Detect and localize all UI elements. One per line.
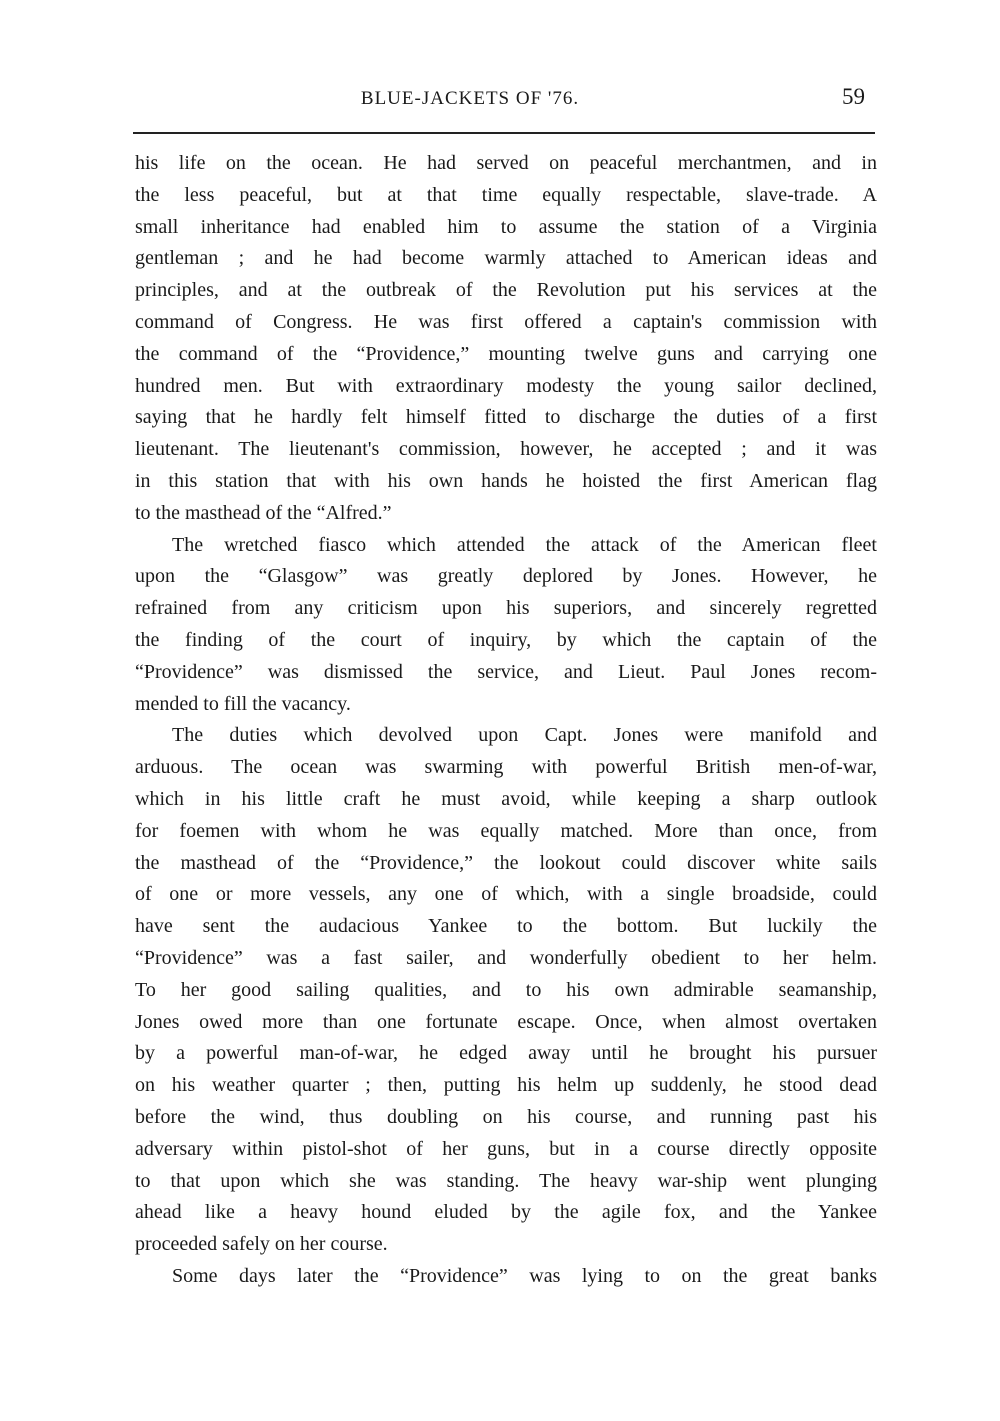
text-line: saying that he hardly felt himself fitted to discharge the duties of a first bbox=[135, 406, 877, 429]
text-line: to the masthead of the “Alfred.” bbox=[135, 501, 392, 524]
text-line: small inheritance had enabled him to assume the station of a Virginia bbox=[135, 215, 877, 238]
text-line: the command of the “Providence,” mounting twelve guns and carrying one bbox=[135, 342, 877, 365]
text-line: which in his little craft he must avoid, while keeping a sharp outlook bbox=[135, 787, 877, 810]
text-line: hundred men. But with extraordinary modesty the young sailor declined, bbox=[135, 374, 877, 397]
text-line: the less peaceful, but at that time equally respectable, slave-trade. A bbox=[135, 183, 877, 206]
header-rule bbox=[133, 132, 875, 134]
text-line: on his weather quarter ; then, putting his helm up suddenly, he stood dead bbox=[135, 1074, 877, 1097]
text-line: adversary within pistol-shot of her guns, but in a course directly opposite bbox=[135, 1137, 877, 1160]
text-line: Some days later the “Providence” was lying to on the great banks bbox=[172, 1264, 877, 1287]
text-line: in this station that with his own hands he hoisted the first American flag bbox=[135, 469, 877, 492]
body-text bbox=[135, 148, 877, 1293]
text-line: Jones owed more than one fortunate escape. Once, when almost overtaken bbox=[135, 1010, 877, 1033]
text-line: have sent the audacious Yankee to the bottom. But luckily the bbox=[135, 915, 877, 938]
text-line: the finding of the court of inquiry, by which the captain of the bbox=[135, 628, 877, 651]
text-line: “Providence” was dismissed the service, and Lieut. Paul Jones recom- bbox=[135, 660, 877, 683]
text-line: proceeded safely on her course. bbox=[135, 1233, 388, 1256]
text-line: for foemen with whom he was equally matched. More than once, from bbox=[135, 819, 877, 842]
text-line: refrained from any criticism upon his superiors, and sincerely regretted bbox=[135, 597, 877, 620]
text-line: of one or more vessels, any one of which, with a single broadside, could bbox=[135, 883, 877, 906]
text-line: to that upon which she was standing. The heavy war-ship went plunging bbox=[135, 1169, 877, 1192]
page-number: 59 bbox=[842, 84, 865, 109]
text-line: arduous. The ocean was swarming with powerful British men-of-war, bbox=[135, 756, 877, 779]
text-line: lieutenant. The lieutenant's commission, however, he accepted ; and it was bbox=[135, 438, 877, 461]
text-line: The duties which devolved upon Capt. Jones were manifold and bbox=[172, 724, 877, 747]
text-line: before the wind, thus doubling on his course, and running past his bbox=[135, 1105, 877, 1128]
text-line: the masthead of the “Providence,” the lookout could discover white sails bbox=[135, 851, 877, 874]
text-line: by a powerful man-of-war, he edged away until he brought his pursuer bbox=[135, 1042, 877, 1065]
running-header: BLUE-JACKETS OF '76. bbox=[360, 88, 580, 109]
text-line: his life on the ocean. He had served on peaceful merchantmen, and in bbox=[135, 152, 877, 174]
text-line: “Providence” was a fast sailer, and wonderfully obedient to her helm. bbox=[135, 946, 877, 969]
text-line: The wretched fiasco which attended the attack of the American fleet bbox=[172, 533, 877, 556]
text-line: ahead like a heavy hound eluded by the agile fox, and the Yankee bbox=[135, 1201, 877, 1224]
text-line: command of Congress. He was first offered a captain's commission with bbox=[135, 310, 877, 333]
text-line: upon the “Glasgow” was greatly deplored by Jones. However, he bbox=[135, 565, 877, 588]
text-line: mended to fill the vacancy. bbox=[135, 692, 351, 715]
text-line: principles, and at the outbreak of the Revolution put his services at the bbox=[135, 279, 877, 302]
text-line: To her good sailing qualities, and to his own admirable seamanship, bbox=[135, 978, 877, 1001]
text-line: gentleman ; and he had become warmly attached to American ideas and bbox=[135, 247, 877, 270]
